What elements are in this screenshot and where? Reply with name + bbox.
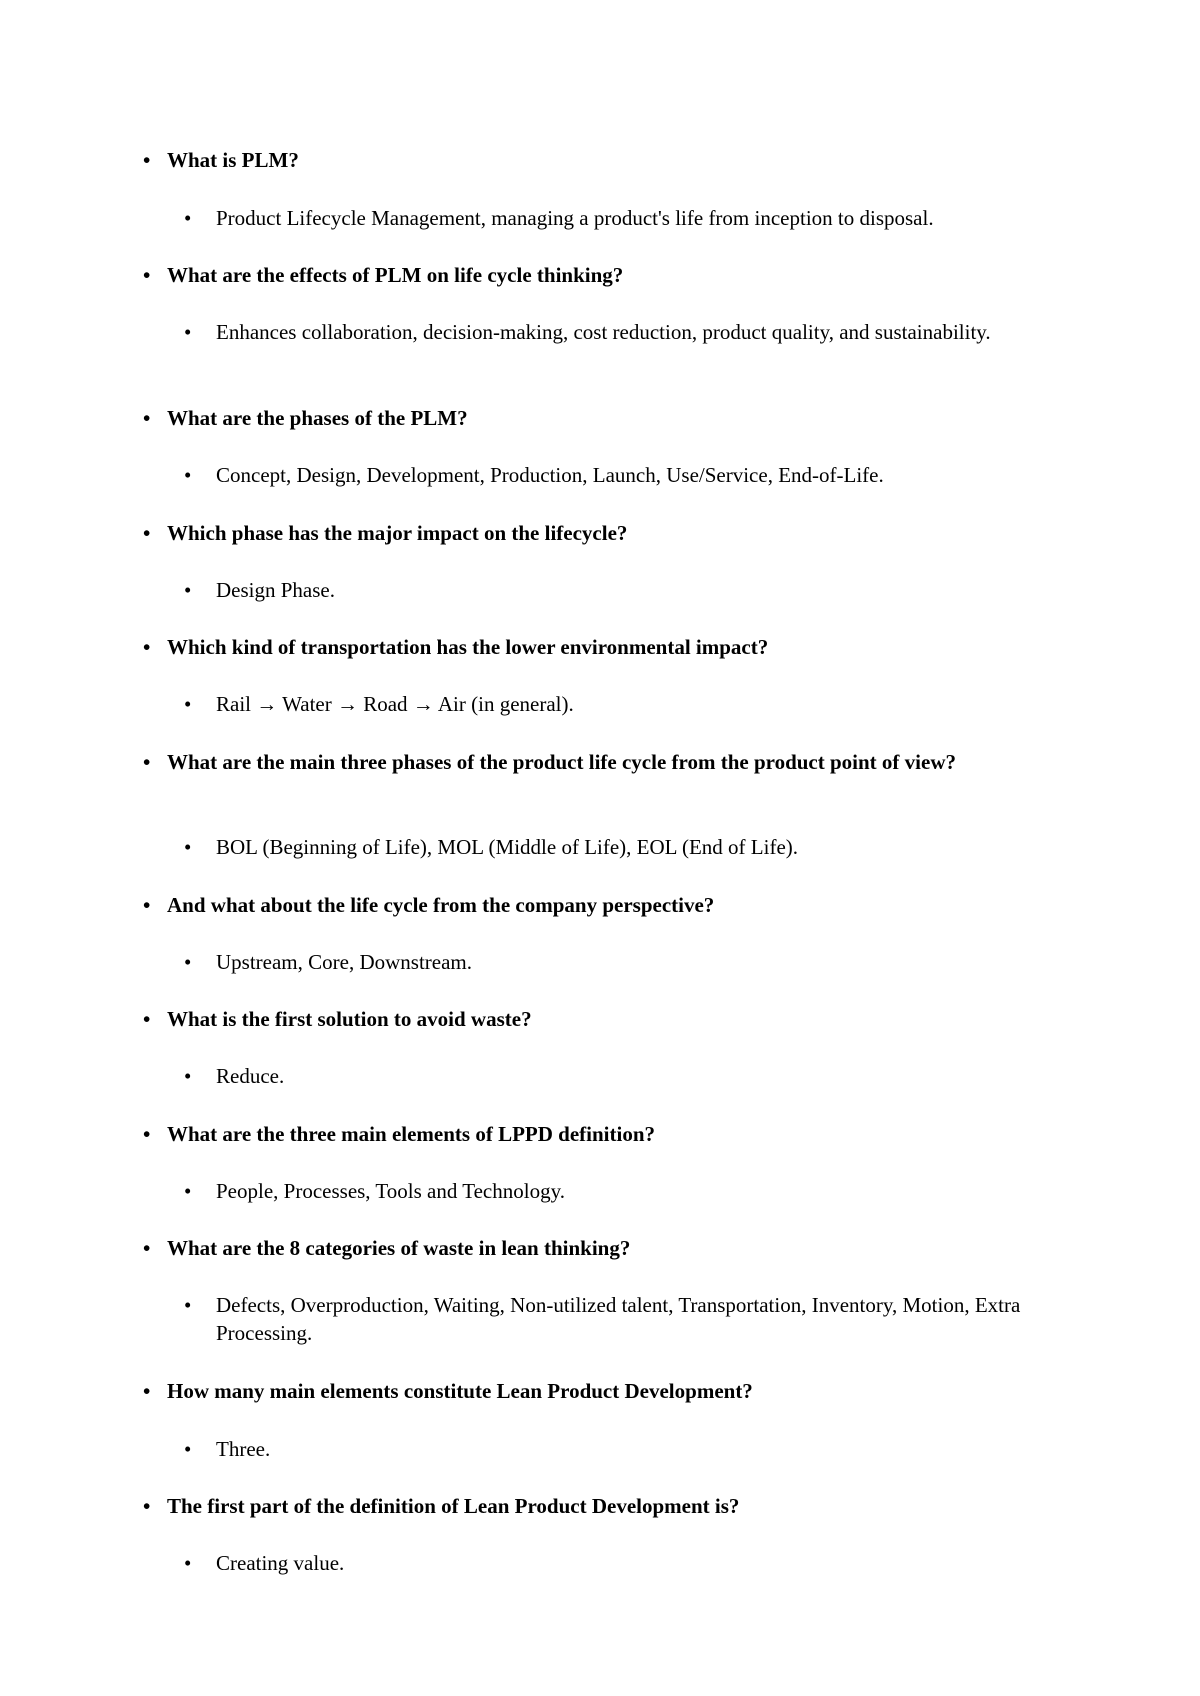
question-item <box>143 404 1033 433</box>
answer-text: Creating value. <box>216 1551 345 1575</box>
bullet-icon: • <box>143 1236 151 1260</box>
bullet-icon: • <box>184 206 192 230</box>
answer-item <box>184 576 1024 604</box>
bullet-icon: • <box>184 578 192 602</box>
bullet-icon: • <box>184 692 192 716</box>
answer-item <box>184 461 1024 489</box>
bullet-icon: • <box>143 521 151 545</box>
question-item <box>143 261 1033 290</box>
question-item <box>143 891 1033 920</box>
bullet-icon: • <box>143 1122 151 1146</box>
bullet-icon: • <box>184 463 192 487</box>
question-item <box>143 519 1033 548</box>
question-text: Which kind of transportation has the lower environmental impact? <box>167 635 769 659</box>
question-text: What are the 8 categories of waste in lean thinking? <box>167 1236 631 1260</box>
bullet-icon: • <box>143 148 151 172</box>
answer-item <box>184 1435 1024 1463</box>
answer-text: People, Processes, Tools and Technology. <box>216 1179 565 1203</box>
answer-text: Rail → Water → Road → Air (in general). <box>216 692 574 716</box>
question-text: What are the effects of PLM on life cycle thinking? <box>167 263 624 287</box>
question-item <box>143 1234 1033 1263</box>
answer-item <box>184 1549 1024 1577</box>
answer-item <box>184 204 1024 232</box>
bullet-icon: • <box>143 406 151 430</box>
bullet-icon: • <box>143 750 151 774</box>
bullet-icon: • <box>143 263 151 287</box>
answer-text: BOL (Beginning of Life), MOL (Middle of Life), EOL (End of Life). <box>216 835 799 859</box>
answer-item <box>184 1291 1024 1347</box>
question-item <box>143 146 1033 175</box>
answer-item <box>184 1177 1024 1205</box>
bullet-icon: • <box>184 835 192 859</box>
bullet-icon: • <box>143 893 151 917</box>
answer-item <box>184 833 1024 861</box>
question-item <box>143 1492 1033 1521</box>
answer-text: Concept, Design, Development, Production, Launch, Use/Service, End-of-Life. <box>216 463 884 487</box>
question-text: Which phase has the major impact on the lifecycle? <box>167 521 628 545</box>
bullet-icon: • <box>143 1007 151 1031</box>
question-text: What is PLM? <box>167 148 299 172</box>
bullet-icon: • <box>143 1379 151 1403</box>
question-item <box>143 633 1033 662</box>
bullet-icon: • <box>184 1179 192 1203</box>
question-text: What is the first solution to avoid waste? <box>167 1007 532 1031</box>
bullet-icon: • <box>184 1437 192 1461</box>
answer-text: Upstream, Core, Downstream. <box>216 950 473 974</box>
question-text: What are the main three phases of the product life cycle from the product point of view? <box>167 750 956 774</box>
bullet-icon: • <box>184 320 192 344</box>
bullet-icon: • <box>184 1064 192 1088</box>
question-text: The first part of the definition of Lean Product Development is? <box>167 1494 740 1518</box>
answer-text: Defects, Overproduction, Waiting, Non-utilized talent, Transportation, Inventory, Motion, Extra Processing. <box>216 1293 1021 1345</box>
answer-item <box>184 948 1024 976</box>
answer-item <box>184 318 1024 346</box>
bullet-icon: • <box>143 635 151 659</box>
question-text: What are the three main elements of LPPD definition? <box>167 1122 655 1146</box>
answer-item <box>184 690 1024 718</box>
question-text: How many main elements constitute Lean Product Development? <box>167 1379 753 1403</box>
question-text: And what about the life cycle from the company perspective? <box>167 893 715 917</box>
answer-item <box>184 1062 1024 1090</box>
question-item <box>143 1377 1033 1406</box>
question-item <box>143 1120 1033 1149</box>
question-text: What are the phases of the PLM? <box>167 406 468 430</box>
bullet-icon: • <box>143 1494 151 1518</box>
bullet-icon: • <box>184 1551 192 1575</box>
bullet-icon: • <box>184 1293 192 1317</box>
answer-text: Product Lifecycle Management, managing a product's life from inception to disposal. <box>216 206 934 230</box>
bullet-icon: • <box>184 950 192 974</box>
answer-text: Design Phase. <box>216 578 335 602</box>
answer-text: Reduce. <box>216 1064 285 1088</box>
answer-text: Three. <box>216 1437 271 1461</box>
question-item <box>143 1005 1033 1034</box>
question-item <box>143 748 1033 777</box>
answer-text: Enhances collaboration, decision-making, cost reduction, product quality, and sustainability. <box>216 320 991 344</box>
